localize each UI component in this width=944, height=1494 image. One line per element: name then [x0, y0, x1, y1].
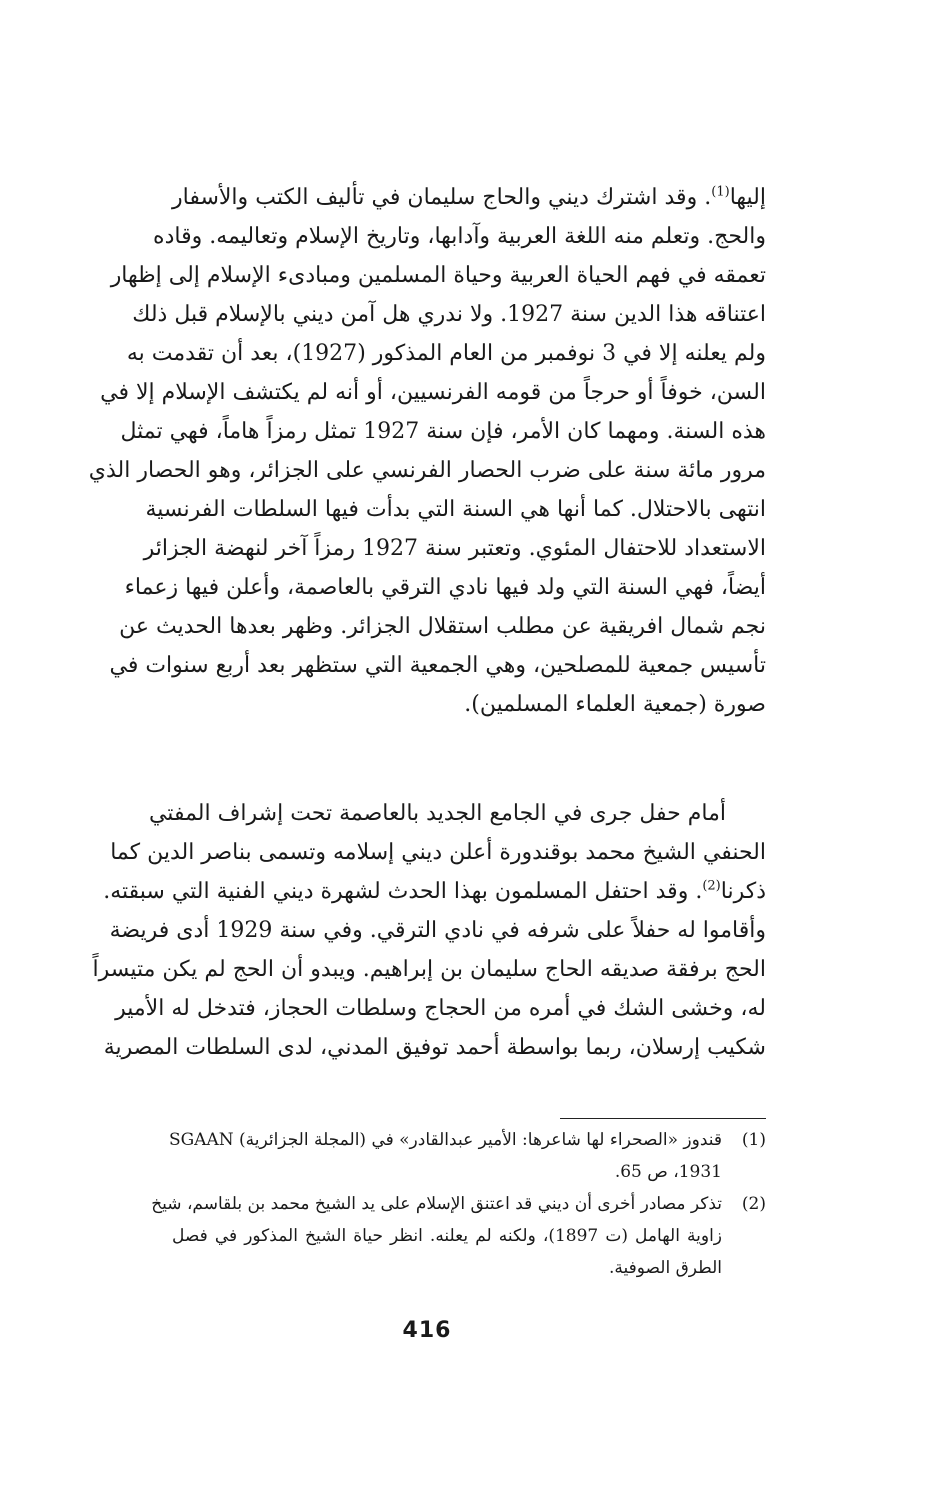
footnote-text: قندوز «الصحراء لها شاعرها: الأمير عبدالقادر» في (المجلة الجزائرية) SGAAN [168, 1130, 722, 1150]
line-text: . وقد اشترك ديني والحاج سليمان في تأليف الكتب والأسفار [172, 185, 712, 210]
footnote-line [172, 1252, 766, 1284]
paragraph-line: نجم شمال افريقية عن مطلب استقلال الجزائر. وظهر بعدها الحديث عن [119, 614, 766, 639]
footnote-line [172, 1156, 766, 1188]
paragraph-line: انتهى بالاحتلال. كما أنها هي السنة التي بدأت فيها السلطات الفرنسية [145, 497, 766, 522]
footnote-ref-2[interactable]: (2) [702, 878, 721, 894]
paragraph-line: أيضاً، فهي السنة التي ولد فيها نادي الترقي بالعاصمة، وأعلن فيها زعماء [124, 575, 766, 600]
footnote-text: تذكر مصادر أخرى أن ديني قد اعتنق الإسلام على يد الشيخ محمد بن بلقاسم، شيخ [151, 1194, 722, 1214]
footnote-2 [151, 1188, 766, 1284]
footnote-divider [560, 1118, 766, 1119]
paragraph-1 [88, 178, 766, 724]
line-text: ذكرنا [720, 879, 766, 904]
footnote-text: 1931، ص 65. [614, 1162, 722, 1182]
footnote-number: (1) [741, 1130, 766, 1150]
paragraph-line [172, 178, 766, 217]
paragraph-line: وأقاموا له حفلاً على شرفه في نادي الترقي. وفي سنة 1929 أدى فريضة [109, 918, 766, 943]
paragraph-line: اعتناقه هذا الدين سنة 1927. ولا ندري هل آمن ديني بالإسلام قبل ذلك [132, 302, 766, 327]
paragraph-line: والحج. وتعلم منه اللغة العربية وآدابها، وتاريخ الإسلام وتعاليمه. وقاده [153, 224, 766, 249]
line-text: . وقد احتفل المسلمون بهذا الحدث لشهرة ديني الفنية التي سبقته. [103, 879, 703, 904]
paragraph-line: هذه السنة. ومهما كان الأمر، فإن سنة 1927 تمثل رمزاً هاماً، فهي تمثل [120, 419, 766, 444]
paragraph-line: له، وخشى الشك في أمره من الحجاج وسلطات الحجاز، فتدخل له الأمير [115, 996, 766, 1021]
paragraph-line [103, 872, 766, 911]
footnote-text: زاوية الهامل (ت 1897)، ولكنه لم يعلنه. انظر حياة الشيخ المذكور في فصل [172, 1226, 722, 1246]
paragraph-line: شكيب إرسلان، ربما بواسطة أحمد توفيق المدني، لدى السلطات المصرية [103, 1035, 766, 1060]
paragraph-line: ولم يعلنه إلا في 3 نوفمبر من العام المذكور (1927)، بعد أن تقدمت به [126, 341, 766, 366]
footnote-number: (2) [741, 1194, 766, 1214]
paragraph-line [148, 794, 766, 833]
line-text: أمام حفل جرى في الجامع الجديد بالعاصمة تحت إشراف المفتي [148, 801, 726, 826]
footnote-1 [168, 1124, 766, 1188]
paragraph-line: الاستعداد للاحتفال المئوي. وتعتبر سنة 1927 رمزاً آخر لنهضة الجزائر [143, 536, 766, 561]
paragraph-line: مرور مائة سنة على ضرب الحصار الفرنسي على الجزائر، وهو الحصار الذي [88, 458, 766, 483]
footnote-line [168, 1124, 766, 1156]
paragraph-2 [92, 794, 766, 1067]
page-number: 416 [402, 1318, 452, 1343]
paragraph-line: صورة (جمعية العلماء المسلمين). [464, 692, 766, 717]
line-text: إليها [729, 185, 766, 210]
paragraph-line: تأسيس جمعية للمصلحين، وهي الجمعية التي ستظهر بعد أربع سنوات في [109, 653, 766, 678]
paragraph-line: الحج برفقة صديقه الحاج سليمان بن إبراهيم. ويبدو أن الحج لم يكن متيسراً [92, 957, 766, 982]
footnote-line [172, 1220, 766, 1252]
paragraph-line: تعمقه في فهم الحياة العربية وحياة المسلمين ومبادىء الإسلام إلى إظهار [110, 263, 766, 288]
footnote-line [151, 1188, 766, 1220]
paragraph-line: السن، خوفاً أو حرجاً من قومه الفرنسيين، أو أنه لم يكتشف الإسلام إلا في [100, 380, 766, 405]
footnote-text: الطرق الصوفية. [608, 1258, 722, 1278]
paragraph-line: الحنفي الشيخ محمد بوقندورة أعلن ديني إسلامه وتسمى بناصر الدين كما [110, 840, 766, 865]
footnote-ref-1[interactable]: (1) [711, 184, 730, 200]
